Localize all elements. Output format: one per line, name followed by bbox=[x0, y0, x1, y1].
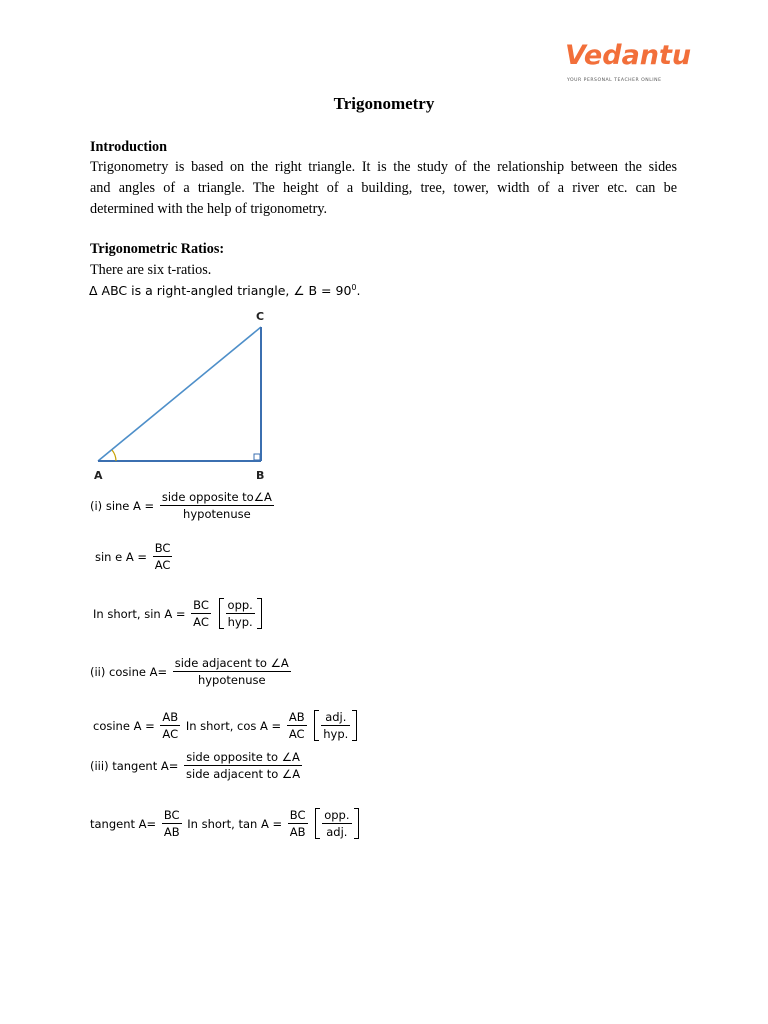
sine-short-bracket bbox=[219, 598, 262, 629]
cosine-equation bbox=[93, 710, 357, 741]
fraction-numerator: adj. bbox=[321, 710, 350, 726]
introduction-heading: Introduction bbox=[90, 139, 167, 155]
vertex-label-b: B bbox=[256, 469, 265, 482]
sine-def-fraction bbox=[160, 490, 274, 521]
intro-line: determined with the help of trigonometry. bbox=[90, 201, 328, 217]
fraction-numerator: BC bbox=[288, 808, 308, 824]
sine-def-prefix: (i) sine A = bbox=[90, 498, 155, 513]
page-title: Trigonometry bbox=[333, 94, 435, 113]
tangent-def-prefix: (iii) tangent A= bbox=[90, 758, 179, 773]
hypotenuse-ac bbox=[98, 327, 261, 461]
cosine-eq-fraction bbox=[160, 710, 180, 741]
right-angle-marker bbox=[254, 454, 260, 460]
vertex-label-c: C bbox=[256, 310, 265, 323]
ratios-heading: Trigonometric Ratios: bbox=[90, 241, 225, 257]
fraction-numerator: AB bbox=[162, 710, 179, 724]
angle-a-arc bbox=[112, 450, 116, 461]
sine-short-prefix: In short, sin A = bbox=[93, 606, 186, 621]
fraction-numerator: BC bbox=[193, 598, 209, 612]
sine-short-fraction bbox=[191, 598, 211, 629]
fraction-numerator: side adjacent to ∠A bbox=[174, 656, 289, 670]
fraction-numerator: AB bbox=[288, 710, 305, 724]
logo-tagline: YOUR PERSONAL TEACHER ONLINE bbox=[567, 78, 662, 83]
fraction-numerator: BC bbox=[162, 808, 182, 824]
statement-text: Δ ABC is a right-angled triangle, ∠ B = 90 bbox=[89, 283, 352, 299]
tangent-short-fraction bbox=[288, 808, 308, 839]
sine-eq-fraction bbox=[153, 541, 173, 572]
sine-in-short bbox=[93, 598, 262, 629]
fraction-denominator: adj. bbox=[326, 825, 348, 839]
bracket-fraction bbox=[226, 598, 255, 629]
cosine-short-fraction bbox=[287, 710, 307, 741]
fraction-denominator: AC bbox=[162, 727, 179, 741]
bracket-fraction bbox=[322, 808, 351, 839]
degree-superscript: 0 bbox=[351, 283, 357, 292]
bracket-fraction bbox=[321, 710, 350, 741]
fraction-denominator: side adjacent to ∠A bbox=[186, 767, 301, 781]
statement-suffix: . bbox=[356, 283, 361, 299]
intro-line: Trigonometry is based on the right triangle. It is the study of the relationship between the sides bbox=[90, 159, 677, 175]
fraction-denominator: AC bbox=[154, 558, 171, 572]
right-triangle-diagram bbox=[88, 305, 288, 485]
fraction-denominator: AB bbox=[163, 825, 180, 839]
intro-line: and angles of a triangle. The height of a building, tree, tower, width of a river etc. can be bbox=[90, 180, 677, 196]
tangent-short-prefix: In short, tan A = bbox=[187, 816, 283, 831]
fraction-denominator: hypotenuse bbox=[197, 673, 266, 687]
sine-definition bbox=[90, 490, 276, 521]
fraction-numerator: opp. bbox=[324, 808, 350, 822]
vertex-label-a: A bbox=[94, 469, 103, 482]
introduction-paragraph bbox=[90, 157, 677, 220]
tangent-short-bracket bbox=[315, 808, 358, 839]
fraction-denominator: AC bbox=[193, 615, 209, 629]
tangent-equation bbox=[90, 808, 359, 839]
fraction-numerator: side opposite to∠A bbox=[161, 490, 272, 504]
triangle-statement bbox=[89, 283, 361, 298]
fraction-denominator: AB bbox=[289, 825, 306, 839]
fraction-numerator: side opposite to ∠A bbox=[184, 750, 302, 766]
vedantu-logo bbox=[565, 40, 692, 90]
tangent-eq-prefix: tangent A= bbox=[90, 816, 157, 831]
cosine-eq-prefix: cosine A = bbox=[93, 718, 155, 733]
sine-equation bbox=[95, 541, 174, 572]
cosine-definition bbox=[90, 656, 293, 687]
cosine-short-bracket bbox=[314, 710, 357, 741]
sine-eq-prefix: sin e A = bbox=[95, 549, 148, 564]
fraction-denominator: hypotenuse bbox=[183, 507, 251, 521]
tangent-definition bbox=[90, 750, 304, 781]
fraction-numerator: opp. bbox=[227, 598, 253, 612]
ratios-subtext: There are six t-ratios. bbox=[90, 262, 212, 278]
logo-wordmark: Vedantu bbox=[565, 40, 692, 71]
fraction-numerator: BC bbox=[154, 541, 171, 555]
fraction-denominator: hyp. bbox=[227, 615, 253, 629]
tangent-def-fraction bbox=[184, 750, 302, 781]
cosine-def-prefix: (ii) cosine A= bbox=[90, 664, 168, 679]
cosine-short-prefix: In short, cos A = bbox=[185, 718, 282, 733]
fraction-denominator: hyp. bbox=[323, 727, 349, 741]
fraction-denominator: AC bbox=[288, 727, 305, 741]
cosine-def-fraction bbox=[173, 656, 291, 687]
tangent-eq-fraction bbox=[162, 808, 182, 839]
